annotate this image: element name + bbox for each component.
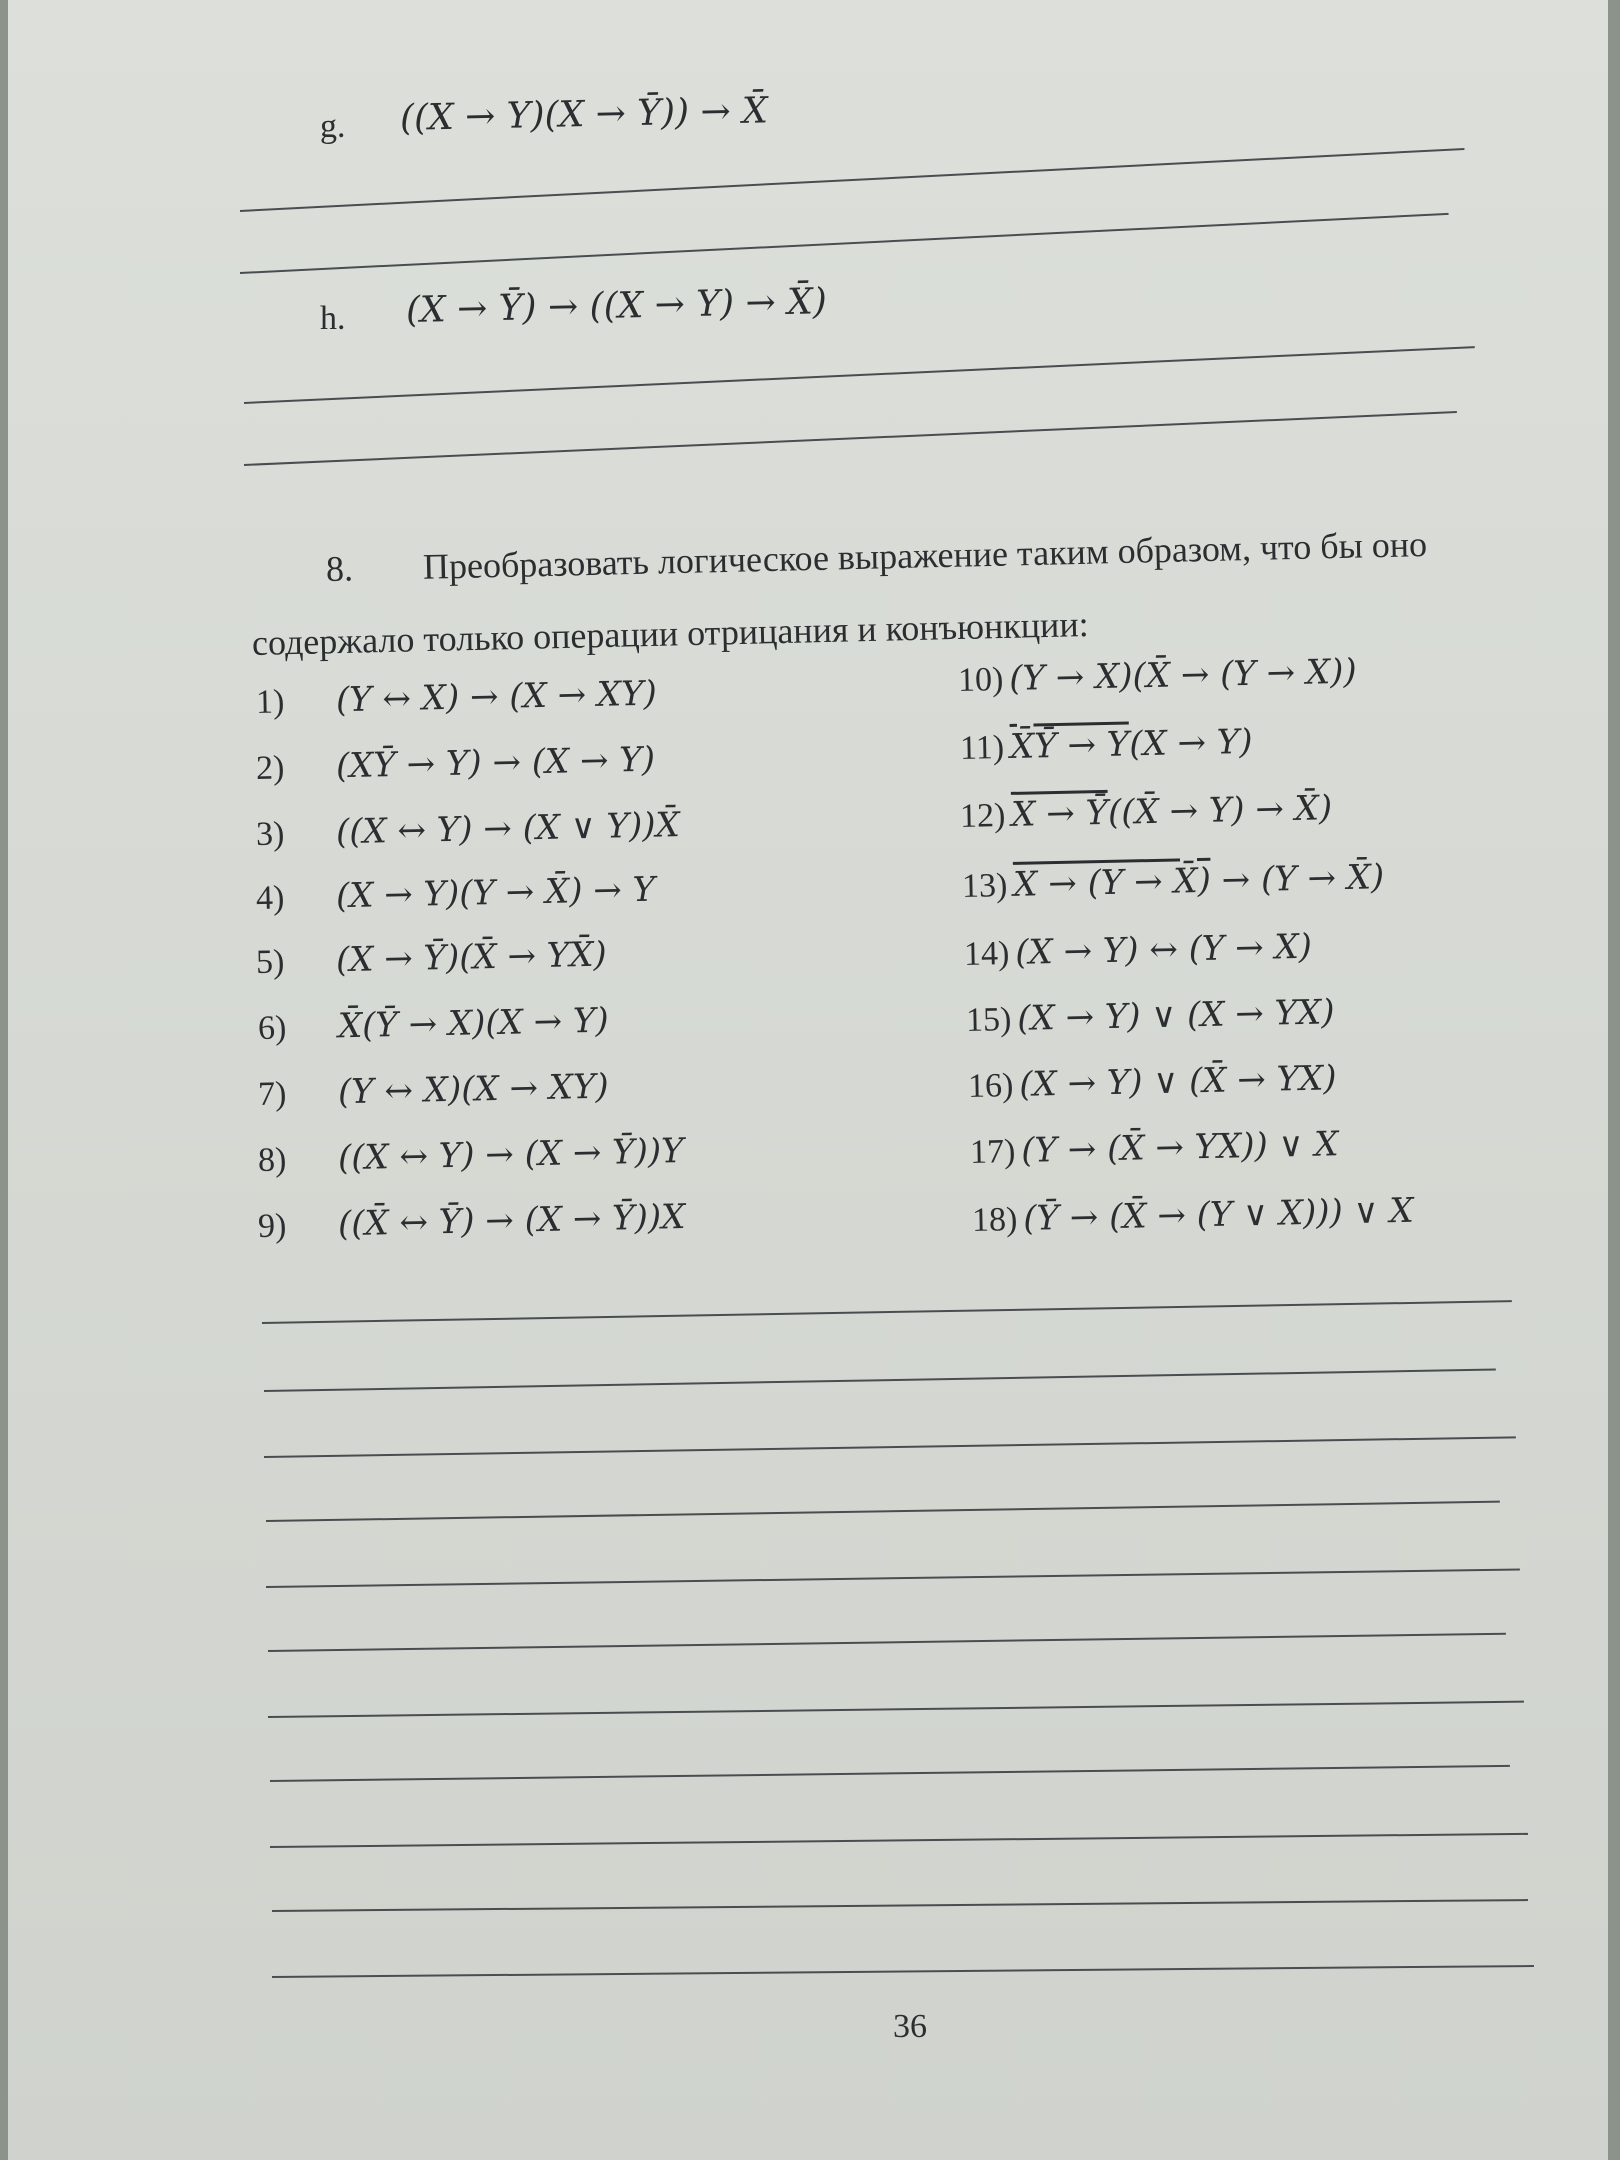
task-8-text-1: Преобразовать логическое выражение таким образом, что бы оно — [422, 524, 1428, 587]
answer-line — [264, 1436, 1516, 1458]
answer-line — [268, 1633, 1506, 1652]
list-item: 14) (X → Y) ↔ (Y → X) — [963, 926, 1313, 973]
list-item: 4) (X → Y)(Y → X̄) → Y — [255, 869, 656, 917]
answer-line — [264, 1368, 1496, 1392]
answer-line — [272, 1899, 1528, 1912]
item-h-expression: (X → Ȳ) → ((X → Y) → X̄) — [405, 281, 828, 331]
list-item: 17) (Y → (X̄ → YX)) ∨ X — [969, 1124, 1339, 1171]
answer-line — [244, 411, 1457, 466]
answer-line — [268, 1701, 1524, 1718]
answer-line — [272, 1965, 1534, 1978]
list-item: 3) ((X ↔ Y) → (X ∨ Y))X̄ — [255, 805, 681, 853]
list-item: 15) (X → Y) ∨ (X → YX) — [965, 992, 1335, 1039]
list-item: 2) (XȲ → Y) → (X → Y) — [255, 739, 656, 787]
answer-line — [262, 1300, 1512, 1324]
list-item: 6) X̄(Ȳ → X)(X → Y) — [257, 1000, 610, 1047]
answer-line — [270, 1833, 1528, 1848]
list-item: 7) (Y ↔ X)(X → XY) — [257, 1066, 610, 1113]
list-item: 18) (Ȳ → (X̄ → (Y ∨ X))) ∨ X — [971, 1190, 1414, 1239]
task-8-number: 8. — [325, 548, 354, 589]
list-item: 5) (X → Ȳ)(X̄ → YX̄) — [255, 934, 608, 981]
list-item: 8) ((X ↔ Y) → (X → Ȳ))Y — [257, 1131, 684, 1179]
answer-line — [270, 1765, 1510, 1782]
list-item: 11) X̄Ȳ → Y(X → Y) — [959, 721, 1253, 767]
list-item: 10) (Y → X)(X̄ → (Y → X)) — [957, 651, 1358, 699]
list-item: 16) (X → Y) ∨ (X̄ → YX) — [967, 1058, 1337, 1105]
answer-line — [240, 148, 1465, 212]
item-g-label: g. — [320, 108, 346, 145]
answer-line — [266, 1568, 1520, 1588]
answer-line — [244, 346, 1475, 404]
answer-line — [240, 213, 1449, 274]
list-item: 9) ((X̄ ↔ Ȳ) → (X → Ȳ))X — [257, 1197, 686, 1245]
task-8-line-1 — [326, 523, 1428, 590]
item-h-label: h. — [320, 300, 346, 337]
item-g-expression: ((X → Y)(X → Ȳ)) → X̄ — [399, 90, 769, 139]
list-item: 1) (Y ↔ X) → (X → XY) — [255, 673, 658, 721]
list-item: 13) X → (Y → X̄) → (Y → X̄) — [961, 857, 1385, 905]
list-item: 12) X → Ȳ((X̄ → Y) → X̄) — [959, 788, 1333, 835]
task-8-line-2: содержало только операции отрицания и конъюнкции: — [251, 604, 1090, 663]
document-page — [8, 0, 1608, 2160]
answer-line — [266, 1501, 1500, 1522]
page-number: 36 — [893, 2008, 927, 2045]
